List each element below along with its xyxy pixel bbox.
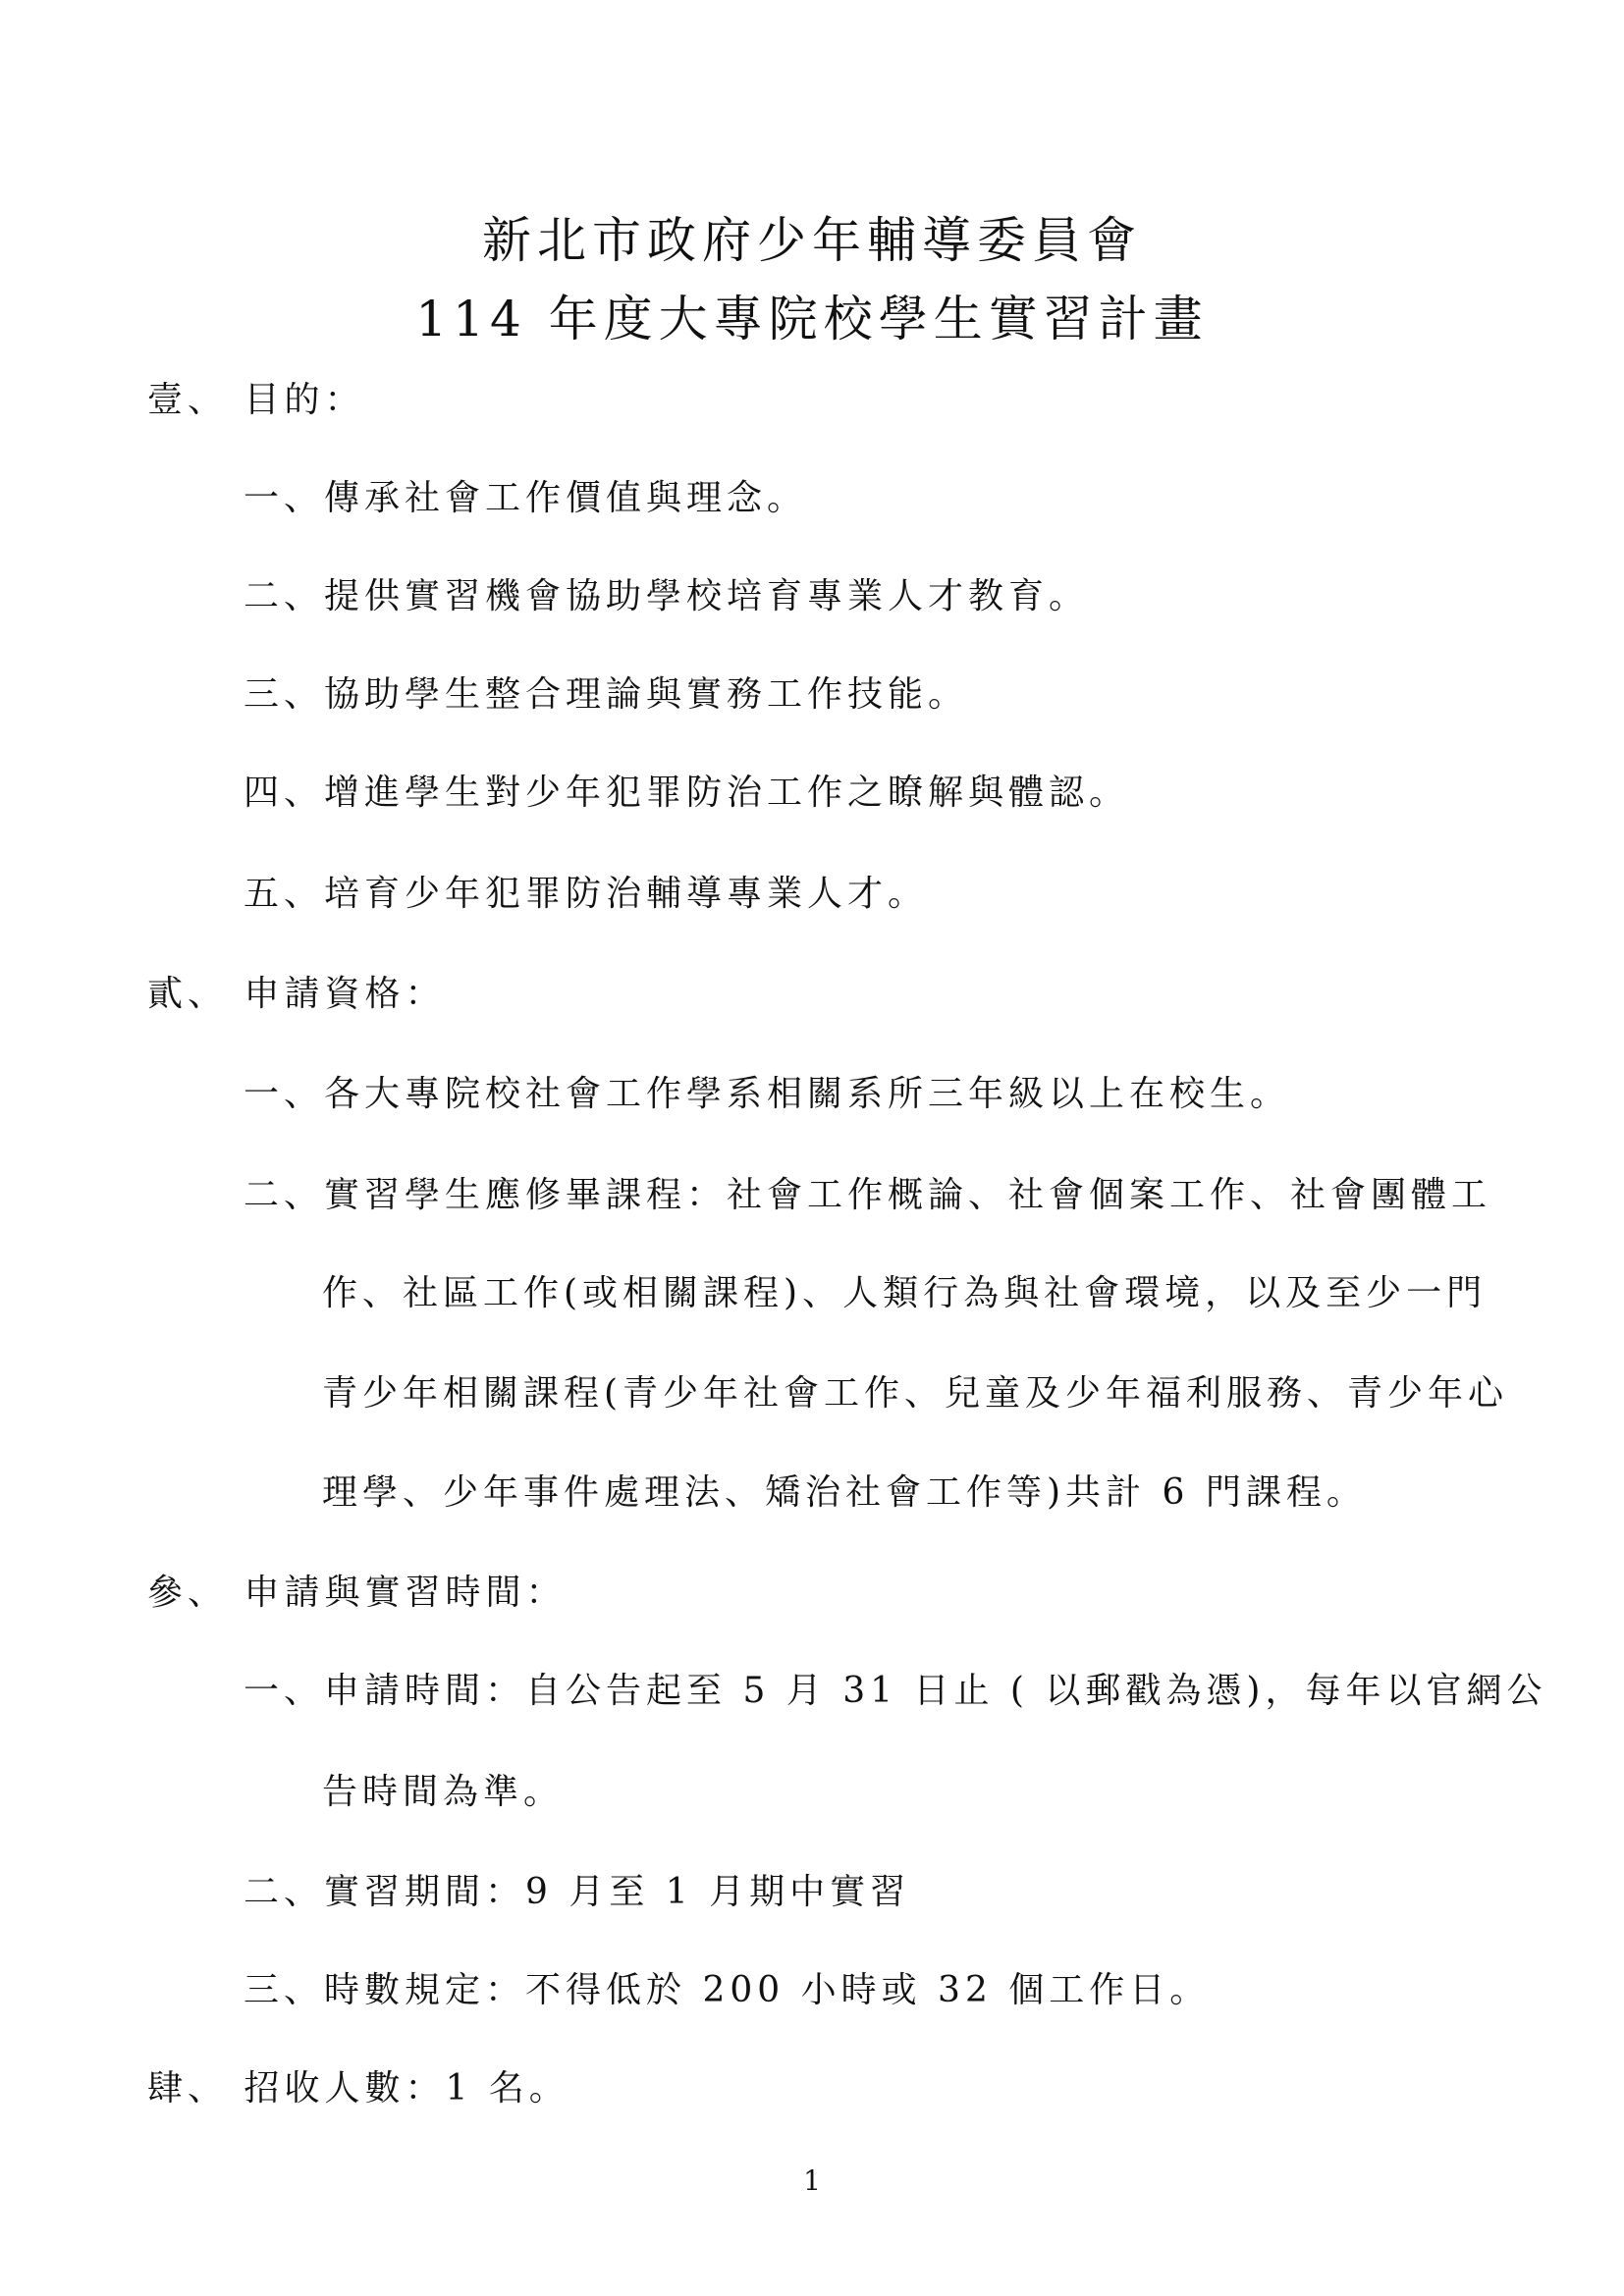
section-3-item-2: 二、實習期間：9 月至 1 月期中實習 (244, 1872, 911, 1912)
section-2-heading: 貳、 申請資格： (147, 974, 446, 1014)
page-number: 1 (803, 2164, 821, 2197)
section-2-item-2: 二、實習學生應修畢課程：社會工作概論、社會個案工作、社會團體工 (244, 1175, 1492, 1215)
section-1-heading: 壹、 目的： (147, 380, 365, 420)
document-title-line-2: 114 年度大專院校學生實習計畫 (415, 291, 1209, 347)
section-3-heading: 參、 申請與實習時間： (147, 1573, 567, 1613)
section-4-heading: 肆、 招收人數：1 名。 (147, 2068, 569, 2109)
section-2-item-1: 一、各大專院校社會工作學系相關系所三年級以上在校生。 (244, 1074, 1291, 1114)
section-1-item-1: 一、傳承社會工作價值與理念。 (244, 478, 808, 518)
section-1-item-3: 三、協助學生整合理論與實務工作技能。 (244, 674, 969, 715)
section-1-item-4: 四、增進學生對少年犯罪防治工作之瞭解與體認。 (244, 773, 1130, 813)
document-title-line-1: 新北市政府少年輔導委員會 (482, 212, 1142, 269)
section-1-item-5: 五、培育少年犯罪防治輔導專業人才。 (244, 874, 929, 914)
section-1-item-2: 二、提供實習機會協助學校培育專業人才教育。 (244, 576, 1090, 616)
section-3-item-1-continuation: 告時間為準。 (322, 1772, 565, 1812)
section-2-item-2-continuation-2: 青少年相關課程(青少年社會工作、兒童及少年福利服務、青少年心 (322, 1373, 1509, 1414)
section-2-item-2-continuation-1: 作、社區工作(或相關課程)、人類行為與社會環境，以及至少一門 (322, 1273, 1488, 1313)
section-3-item-1: 一、申請時間：自公告起至 5 月 31 日止 ( 以郵戳為憑)，每年以官網公 (244, 1671, 1547, 1711)
section-2-item-2-continuation-3: 理學、少年事件處理法、矯治社會工作等)共計 6 門課程。 (322, 1472, 1367, 1513)
section-3-item-3: 三、時數規定：不得低於 200 小時或 32 個工作日。 (244, 1970, 1211, 2010)
